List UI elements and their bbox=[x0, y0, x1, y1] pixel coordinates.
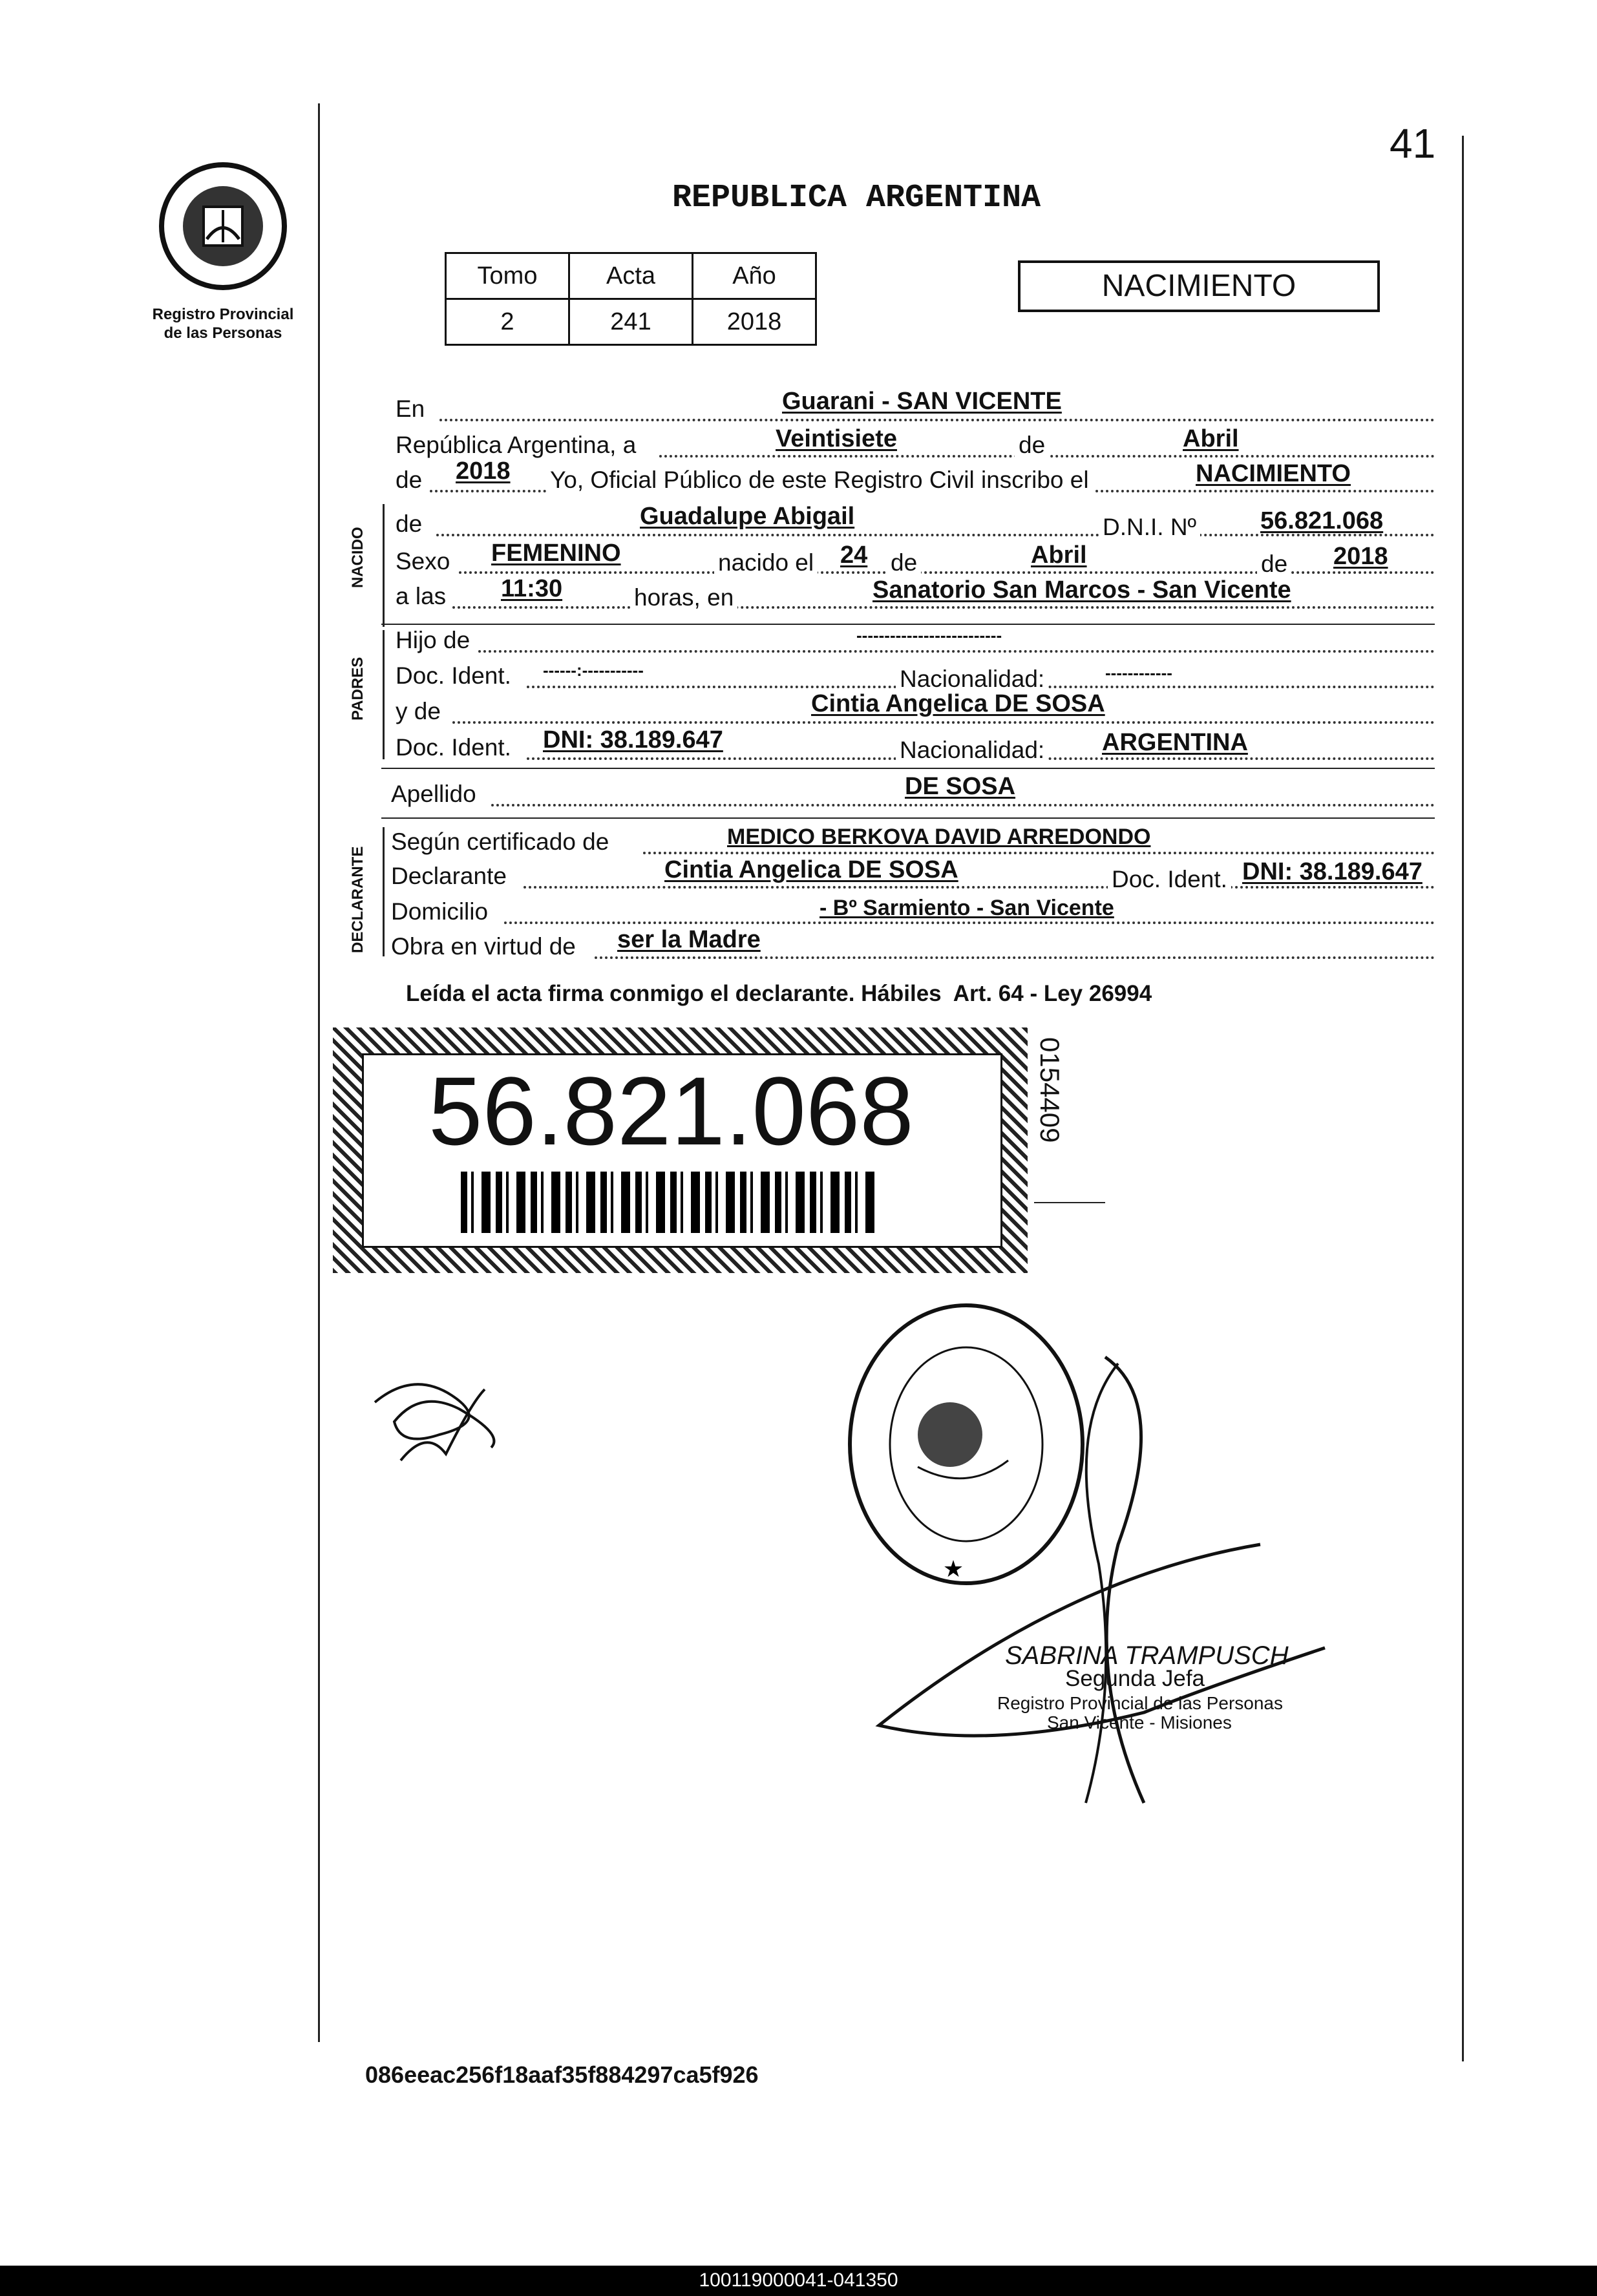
record-table bbox=[445, 252, 817, 346]
closing-statement: Leída el acta firma conmigo el declarante. Hábiles Art. 64 - Ley 26994 bbox=[406, 981, 1152, 1006]
hijo-label: Hijo de bbox=[396, 627, 471, 653]
logo-caption-line-1: Registro Provincial bbox=[152, 306, 294, 323]
republica-label: República Argentina, a bbox=[396, 432, 637, 458]
side-label-declarante: DECLARANTE bbox=[349, 846, 366, 953]
svg-text:★: ★ bbox=[942, 1556, 964, 1583]
doc3-label: Doc. Ident. bbox=[1108, 866, 1231, 893]
acta-value: 241 bbox=[569, 299, 693, 345]
left-margin-line bbox=[318, 103, 320, 2042]
side-label-padres: PADRES bbox=[349, 657, 366, 721]
dni-sticker bbox=[333, 1027, 1028, 1273]
act-type-box: NACIMIENTO bbox=[1018, 260, 1380, 312]
declarant-signature bbox=[362, 1364, 517, 1473]
declarante-line bbox=[524, 886, 1435, 889]
de3-label: de bbox=[887, 549, 921, 576]
en-line bbox=[439, 419, 1435, 421]
dni-value: 56.821.068 bbox=[1260, 507, 1384, 534]
inscribo-value: NACIMIENTO bbox=[1196, 460, 1351, 487]
certificado-label: Según certificado de bbox=[391, 828, 609, 855]
official-office: Registro Provincial de las Personas bbox=[997, 1693, 1283, 1713]
domicilio-value: - Bº Sarmiento - San Vicente bbox=[820, 896, 1114, 920]
doc3-value: DNI: 38.189.647 bbox=[1242, 858, 1422, 885]
tomo-header: Tomo bbox=[446, 253, 569, 299]
anio-header: Año bbox=[693, 253, 816, 299]
doc1-value: ------:----------- bbox=[543, 660, 644, 680]
dni-sticker-side-code: 0154409 bbox=[1035, 1037, 1065, 1143]
dni-sticker-inner bbox=[362, 1053, 1002, 1248]
logo-caption-line-2: de las Personas bbox=[164, 324, 282, 342]
page-number: 41 bbox=[1390, 120, 1436, 167]
acta-header: Acta bbox=[569, 253, 693, 299]
horas-label: horas, en bbox=[630, 584, 737, 611]
month-value: Abril bbox=[1183, 425, 1239, 452]
footer-bar bbox=[0, 2266, 1597, 2296]
province-seal-logo bbox=[155, 155, 291, 297]
sexo-value: FEMENINO bbox=[491, 540, 621, 567]
obra-label: Obra en virtud de bbox=[391, 933, 576, 960]
side-code-underline bbox=[1034, 1202, 1105, 1203]
hora-line bbox=[452, 606, 1435, 609]
nac2-label: Nacionalidad: bbox=[896, 737, 1048, 764]
padres-divider bbox=[381, 768, 1435, 769]
en-label: En bbox=[396, 395, 425, 422]
nacido-el-label: nacido el bbox=[714, 549, 818, 576]
anio-value: 2018 bbox=[693, 299, 816, 345]
nombre-label: de bbox=[396, 511, 423, 537]
nac2-value: ARGENTINA bbox=[1102, 729, 1248, 756]
de2-label: de bbox=[396, 467, 423, 493]
nacido-divider bbox=[381, 624, 1435, 625]
nombre-value: Guadalupe Abigail bbox=[640, 503, 855, 530]
nac1-value: ------------ bbox=[1105, 663, 1172, 682]
side-label-nacido: NACIDO bbox=[349, 527, 366, 588]
declarante-label: Declarante bbox=[391, 863, 507, 889]
sexo-label: Sexo bbox=[396, 548, 450, 574]
hijo-line bbox=[478, 650, 1435, 653]
yo-text: Yo, Oficial Público de este Registro Civil inscribo el bbox=[546, 467, 1093, 494]
alas-label: a las bbox=[396, 583, 447, 609]
year-value: 2018 bbox=[456, 458, 511, 485]
madre-line bbox=[452, 721, 1435, 724]
birth-year-value: 2018 bbox=[1333, 543, 1388, 570]
nacido-section-bar bbox=[383, 504, 385, 627]
birth-time-value: 11:30 bbox=[501, 575, 563, 602]
official-role: Segunda Jefa bbox=[1065, 1666, 1205, 1691]
de-label: de bbox=[1015, 432, 1049, 459]
apellido-value: DE SOSA bbox=[905, 773, 1016, 800]
footer-code: 100119000041-041350 bbox=[699, 2270, 898, 2291]
domicilio-label: Domicilio bbox=[391, 898, 489, 925]
dni-label: D.N.I. Nº bbox=[1099, 514, 1200, 541]
place-value: Guarani - SAN VICENTE bbox=[782, 388, 1062, 415]
nac1-label: Nacionalidad: bbox=[896, 666, 1048, 693]
domicilio-line bbox=[504, 922, 1435, 924]
birth-day-value: 24 bbox=[840, 542, 868, 569]
doc2-label: Doc. Ident. bbox=[396, 734, 511, 761]
tomo-value: 2 bbox=[446, 299, 569, 345]
apellido-label: Apellido bbox=[391, 781, 476, 807]
official-location: San Vicente - Misiones bbox=[1047, 1712, 1232, 1733]
document-title: REPUBLICA ARGENTINA bbox=[672, 180, 1041, 216]
official-signature bbox=[873, 1351, 1344, 1816]
right-margin-line bbox=[1462, 136, 1464, 2061]
apellido-line bbox=[491, 804, 1435, 806]
certificado-line bbox=[643, 852, 1435, 854]
declarante-value: Cintia Angelica DE SOSA bbox=[664, 856, 958, 883]
hijo-value: -------------------------- bbox=[856, 626, 1002, 645]
padres-section-bar bbox=[383, 630, 385, 759]
de4-label: de bbox=[1257, 551, 1291, 578]
apellido-divider bbox=[381, 817, 1435, 819]
doc1-label: Doc. Ident. bbox=[396, 662, 511, 689]
dni-sticker-number: 56.821.068 bbox=[428, 1057, 914, 1165]
birth-month-value: Abril bbox=[1031, 542, 1087, 569]
obra-line bbox=[595, 956, 1435, 959]
birth-place-value: Sanatorio San Marcos - San Vicente bbox=[873, 576, 1291, 604]
declarante-section-bar bbox=[383, 827, 385, 956]
obra-value: ser la Madre bbox=[617, 926, 761, 953]
madre-value: Cintia Angelica DE SOSA bbox=[811, 690, 1105, 717]
logo-caption bbox=[139, 305, 307, 342]
certificado-value: MEDICO BERKOVA DAVID ARREDONDO bbox=[727, 825, 1151, 849]
yde-label: y de bbox=[396, 698, 441, 724]
document-hash: 086eeac256f18aaf35f884297ca5f926 bbox=[365, 2061, 759, 2088]
official-name: SABRINA TRAMPUSCH bbox=[1005, 1641, 1289, 1670]
day-words-value: Veintisiete bbox=[776, 425, 897, 452]
doc2-value: DNI: 38.189.647 bbox=[543, 726, 723, 753]
dni-barcode bbox=[461, 1172, 874, 1233]
